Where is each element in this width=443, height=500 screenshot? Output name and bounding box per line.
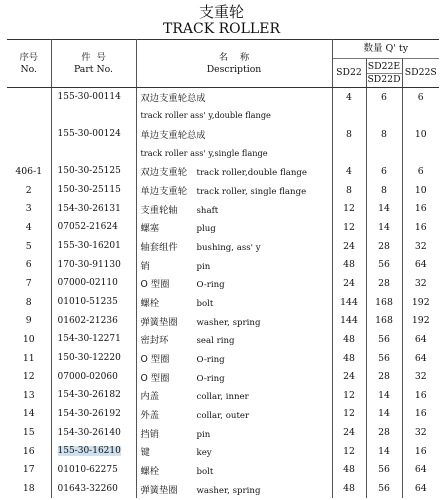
cell-description bbox=[136, 330, 332, 349]
parts-table bbox=[7, 39, 439, 498]
cell-seq: 14 bbox=[7, 405, 51, 424]
cell-seq: 5 bbox=[7, 237, 51, 256]
cell-seq: 10 bbox=[7, 330, 51, 349]
cell-qty-sd22: 24 bbox=[332, 237, 366, 256]
table-row bbox=[7, 479, 439, 498]
header-desc-cn: 名 称 bbox=[218, 51, 250, 63]
cell-seq: 16 bbox=[7, 442, 51, 461]
table-row bbox=[7, 162, 439, 181]
header-seq-en: No. bbox=[20, 63, 38, 75]
description-en: track roller,double flange bbox=[196, 168, 307, 179]
header-desc-en: Description bbox=[206, 63, 262, 75]
description-en: O-ring bbox=[196, 355, 225, 366]
cell-part-no bbox=[51, 330, 136, 349]
cell-seq: 17 bbox=[7, 461, 51, 480]
cell-qty-sd22s bbox=[402, 106, 439, 125]
cell-qty-sd22: 24 bbox=[332, 367, 366, 386]
cell-qty-sd22e-d: 14 bbox=[366, 405, 402, 424]
table-row bbox=[7, 386, 439, 405]
cell-part-no bbox=[51, 442, 136, 461]
description-en: pin bbox=[196, 261, 211, 272]
description-cn: 轴套组件 bbox=[140, 242, 178, 254]
cell-qty-sd22: 12 bbox=[332, 405, 366, 424]
description-cn: 键 bbox=[140, 447, 150, 459]
cell-seq: 9 bbox=[7, 311, 51, 330]
cell-qty-sd22s: 64 bbox=[414, 464, 427, 476]
description-en: plug bbox=[196, 224, 216, 235]
description-cn: 弹簧垫圈 bbox=[140, 484, 178, 496]
cell-qty-sd22: 48 bbox=[332, 349, 366, 368]
cell-qty-sd22e-d: 28 bbox=[366, 367, 402, 386]
cell-qty-sd22e-d: 6 bbox=[366, 162, 402, 181]
description-en: pin bbox=[196, 429, 211, 440]
part-number: 150-30-25125 bbox=[57, 166, 121, 177]
cell-seq bbox=[7, 106, 51, 125]
part-number: 155-30-00124 bbox=[57, 129, 121, 140]
cell-seq: 7 bbox=[7, 274, 51, 293]
description-en: seal ring bbox=[196, 336, 235, 347]
cell-part-no bbox=[51, 386, 136, 405]
cell-qty-sd22e-d: 28 bbox=[366, 423, 402, 442]
cell-description bbox=[136, 293, 332, 312]
description-cn: 双边支重轮 bbox=[140, 167, 187, 179]
cell-description bbox=[136, 442, 332, 461]
cell-description bbox=[136, 405, 332, 424]
description-en: washer, spring bbox=[196, 317, 261, 328]
part-number: 01010-51235 bbox=[57, 297, 118, 308]
cell-qty-sd22: 12 bbox=[332, 218, 366, 237]
table-row bbox=[7, 125, 439, 144]
cell-description bbox=[136, 88, 332, 107]
cell-seq: 6 bbox=[7, 255, 51, 274]
cell-qty-sd22s bbox=[402, 143, 439, 162]
cell-description bbox=[136, 237, 332, 256]
cell-qty-sd22: 144 bbox=[332, 293, 366, 312]
cell-qty-sd22s: 192 bbox=[411, 296, 430, 308]
cell-qty-sd22e-d bbox=[366, 143, 402, 162]
table-row bbox=[7, 311, 439, 330]
cell-seq: 15 bbox=[7, 423, 51, 442]
cell-qty-sd22s: 32 bbox=[414, 277, 427, 289]
part-number: 07000-02110 bbox=[57, 278, 118, 289]
cell-description bbox=[136, 367, 332, 386]
cell-qty-sd22 bbox=[332, 143, 366, 162]
description-cn: 双边支重轮总成 bbox=[140, 93, 206, 105]
description-en: shaft bbox=[196, 205, 219, 216]
description-en bbox=[206, 131, 210, 141]
cell-qty-sd22: 8 bbox=[332, 125, 366, 144]
description-cn: 挡销 bbox=[140, 428, 160, 440]
description-en: key bbox=[196, 448, 212, 459]
cell-qty-sd22s: 6 bbox=[417, 165, 424, 177]
cell-qty-sd22s: 192 bbox=[411, 315, 430, 327]
cell-qty-sd22e-d: 14 bbox=[366, 199, 402, 218]
header-seq bbox=[7, 40, 51, 88]
cell-part-no bbox=[51, 255, 136, 274]
cell-part-no bbox=[51, 479, 136, 498]
part-number: 150-30-25115 bbox=[57, 185, 121, 196]
header-model-sd22e-sd22d bbox=[366, 59, 402, 88]
part-number: 154-30-26192 bbox=[57, 408, 121, 419]
cell-qty-sd22e-d: 56 bbox=[366, 330, 402, 349]
cell-qty-sd22e-d: 56 bbox=[366, 479, 402, 498]
part-number: 150-30-12220 bbox=[57, 353, 121, 364]
description-en: washer, spring bbox=[196, 485, 261, 496]
cell-qty-sd22e-d: 28 bbox=[366, 237, 402, 256]
description-cn: 密封环 bbox=[140, 335, 169, 347]
cell-description bbox=[136, 386, 332, 405]
cell-qty-sd22e-d: 56 bbox=[366, 255, 402, 274]
cell-qty-sd22e-d: 14 bbox=[366, 386, 402, 405]
cell-qty-sd22: 12 bbox=[332, 199, 366, 218]
cell-part-no bbox=[51, 293, 136, 312]
description-en bbox=[206, 94, 210, 104]
cell-qty-sd22s: 64 bbox=[414, 483, 427, 495]
cell-seq: 13 bbox=[7, 386, 51, 405]
part-number: 01010-62275 bbox=[57, 464, 118, 475]
cell-qty-sd22s: 10 bbox=[414, 184, 427, 196]
table-row bbox=[7, 181, 439, 200]
cell-qty-sd22 bbox=[332, 106, 366, 125]
description-en: track roller, single flange bbox=[196, 187, 307, 198]
description-cn: 螺栓 bbox=[140, 465, 160, 477]
header-model-sd22s: SD22S bbox=[402, 59, 439, 88]
table-row bbox=[7, 330, 439, 349]
header-part-en: Part No. bbox=[73, 63, 114, 75]
part-number: 07000-02060 bbox=[57, 371, 118, 382]
cell-seq: 4 bbox=[7, 218, 51, 237]
cell-description bbox=[136, 311, 332, 330]
part-number: 01602-21236 bbox=[57, 315, 118, 326]
part-number: 155-30-16210 bbox=[57, 446, 121, 457]
table-row bbox=[7, 349, 439, 368]
cell-part-no bbox=[51, 405, 136, 424]
cell-qty-sd22e-d: 56 bbox=[366, 461, 402, 480]
cell-part-no bbox=[51, 106, 136, 125]
cell-seq: 18 bbox=[7, 479, 51, 498]
table-row bbox=[7, 218, 439, 237]
part-number: 154-30-26131 bbox=[57, 203, 121, 214]
part-number: 154-30-26182 bbox=[57, 390, 121, 401]
cell-part-no bbox=[51, 237, 136, 256]
table-subrow bbox=[7, 143, 439, 162]
header-description bbox=[136, 40, 332, 88]
cell-qty-sd22: 4 bbox=[332, 162, 366, 181]
cell-qty-sd22: 12 bbox=[332, 442, 366, 461]
cell-part-no bbox=[51, 218, 136, 237]
cell-qty-sd22s: 6 bbox=[417, 91, 424, 103]
cell-description bbox=[136, 274, 332, 293]
table-row bbox=[7, 367, 439, 386]
part-number: 154-30-26140 bbox=[57, 427, 121, 438]
cell-part-no bbox=[51, 199, 136, 218]
cell-seq: 406-1 bbox=[7, 162, 51, 181]
cell-part-no bbox=[51, 125, 136, 144]
description-cn: 销 bbox=[140, 260, 150, 272]
table-row bbox=[7, 461, 439, 480]
cell-description bbox=[136, 461, 332, 480]
cell-description bbox=[136, 162, 332, 181]
cell-seq: 12 bbox=[7, 367, 51, 386]
description-cn: 内盖 bbox=[140, 391, 160, 403]
part-number: 07052-21624 bbox=[57, 222, 118, 233]
cell-description bbox=[136, 479, 332, 498]
cell-qty-sd22e-d: 168 bbox=[366, 293, 402, 312]
cell-qty-sd22: 4 bbox=[332, 88, 366, 107]
cell-qty-sd22: 24 bbox=[332, 423, 366, 442]
part-number: 155-30-16201 bbox=[57, 241, 121, 252]
cell-qty-sd22s: 16 bbox=[414, 389, 427, 401]
table-row bbox=[7, 405, 439, 424]
cell-part-no bbox=[51, 162, 136, 181]
cell-qty-sd22: 12 bbox=[332, 386, 366, 405]
cell-qty-sd22e-d: 14 bbox=[366, 218, 402, 237]
description-en: collar, outer bbox=[196, 410, 250, 421]
cell-qty-sd22e-d: 14 bbox=[366, 442, 402, 461]
description-cn: 支重轮轴 bbox=[140, 204, 178, 216]
cell-qty-sd22s: 64 bbox=[414, 333, 427, 345]
table-row bbox=[7, 255, 439, 274]
cell-description bbox=[136, 255, 332, 274]
cell-part-no bbox=[51, 423, 136, 442]
cell-qty-sd22s: 32 bbox=[414, 427, 427, 439]
cell-qty-sd22: 144 bbox=[332, 311, 366, 330]
cell-part-no bbox=[51, 367, 136, 386]
cell-qty-sd22s: 16 bbox=[414, 445, 427, 457]
table-row bbox=[7, 88, 439, 107]
table-row bbox=[7, 274, 439, 293]
cell-part-no bbox=[51, 274, 136, 293]
cell-qty-sd22s: 16 bbox=[414, 203, 427, 215]
header-model-sd22d: SD22D bbox=[367, 73, 401, 85]
cell-part-no bbox=[51, 311, 136, 330]
description-en: O-ring bbox=[196, 280, 225, 291]
description-cn: 螺栓 bbox=[140, 298, 160, 310]
cell-qty-sd22s: 10 bbox=[414, 128, 427, 140]
cell-qty-sd22s: 32 bbox=[414, 240, 427, 252]
part-number: 170-30-91130 bbox=[57, 259, 121, 270]
cell-description bbox=[136, 181, 332, 200]
cell-qty-sd22s: 32 bbox=[414, 371, 427, 383]
description-cn: 单边支重轮总成 bbox=[140, 130, 206, 142]
table-row bbox=[7, 293, 439, 312]
cell-qty-sd22: 24 bbox=[332, 274, 366, 293]
cell-qty-sd22s: 16 bbox=[414, 221, 427, 233]
description-en: bolt bbox=[196, 299, 214, 310]
cell-seq bbox=[7, 143, 51, 162]
description-cn: O 型圈 bbox=[140, 279, 170, 291]
title-chinese: 支重轮 bbox=[198, 3, 244, 21]
cell-part-no bbox=[51, 181, 136, 200]
description-cn: 弹簧垫圈 bbox=[140, 316, 178, 328]
cell-seq: 3 bbox=[7, 199, 51, 218]
cell-description bbox=[136, 199, 332, 218]
description-cn: 单边支重轮 bbox=[140, 186, 187, 198]
cell-description-en: track roller ass' y,single flange bbox=[136, 143, 332, 162]
cell-qty-sd22s: 64 bbox=[414, 259, 427, 271]
table-row bbox=[7, 199, 439, 218]
header-model-sd22e: SD22E bbox=[367, 60, 401, 72]
cell-description bbox=[136, 349, 332, 368]
description-en: bolt bbox=[196, 466, 214, 477]
description-en: O-ring bbox=[196, 373, 225, 384]
description-cn: O 型圈 bbox=[140, 354, 170, 366]
table-subrow bbox=[7, 106, 439, 125]
cell-seq: 2 bbox=[7, 181, 51, 200]
header-part-no bbox=[51, 40, 136, 88]
cell-qty-sd22: 48 bbox=[332, 461, 366, 480]
cell-seq: 8 bbox=[7, 293, 51, 312]
cell-part-no bbox=[51, 143, 136, 162]
cell-qty-sd22e-d: 28 bbox=[366, 274, 402, 293]
cell-description-en: track roller ass' y,double flange bbox=[136, 106, 332, 125]
cell-qty-sd22e-d: 168 bbox=[366, 311, 402, 330]
part-number: 01643-32260 bbox=[57, 483, 118, 494]
table-row bbox=[7, 423, 439, 442]
cell-part-no bbox=[51, 461, 136, 480]
header-seq-cn: 序号 bbox=[19, 51, 39, 63]
description-cn: O 型圈 bbox=[140, 372, 170, 384]
cell-qty-sd22: 48 bbox=[332, 479, 366, 498]
cell-qty-sd22e-d: 8 bbox=[366, 181, 402, 200]
cell-qty-sd22s: 64 bbox=[414, 352, 427, 364]
header-part-cn: 件 号 bbox=[81, 51, 106, 63]
cell-part-no bbox=[51, 88, 136, 107]
cell-description bbox=[136, 218, 332, 237]
cell-qty-sd22s: 16 bbox=[414, 408, 427, 420]
description-en: collar, inner bbox=[196, 392, 249, 403]
description-cn: 螺塞 bbox=[140, 223, 160, 235]
header-model-sd22: SD22 bbox=[332, 59, 366, 88]
cell-seq bbox=[7, 125, 51, 144]
cell-qty-sd22: 48 bbox=[332, 330, 366, 349]
part-number: 155-30-00114 bbox=[57, 92, 121, 103]
cell-qty-sd22e-d: 56 bbox=[366, 349, 402, 368]
header-quantity: 数量 Q' ty bbox=[332, 40, 439, 59]
cell-qty-sd22: 8 bbox=[332, 181, 366, 200]
cell-qty-sd22e-d: 8 bbox=[366, 125, 402, 144]
table-row bbox=[7, 237, 439, 256]
cell-part-no bbox=[51, 349, 136, 368]
cell-seq: 11 bbox=[7, 349, 51, 368]
cell-qty-sd22: 48 bbox=[332, 255, 366, 274]
cell-description bbox=[136, 423, 332, 442]
description-en: bushing, ass' y bbox=[196, 243, 261, 254]
part-number: 154-30-12271 bbox=[57, 334, 121, 345]
cell-description bbox=[136, 125, 332, 144]
cell-qty-sd22e-d: 6 bbox=[366, 88, 402, 107]
table-row bbox=[7, 442, 439, 461]
description-cn: 外盖 bbox=[140, 409, 160, 421]
title-english: TRACK ROLLER bbox=[163, 21, 280, 37]
cell-qty-sd22e-d bbox=[366, 106, 402, 125]
cell-seq bbox=[7, 88, 51, 107]
